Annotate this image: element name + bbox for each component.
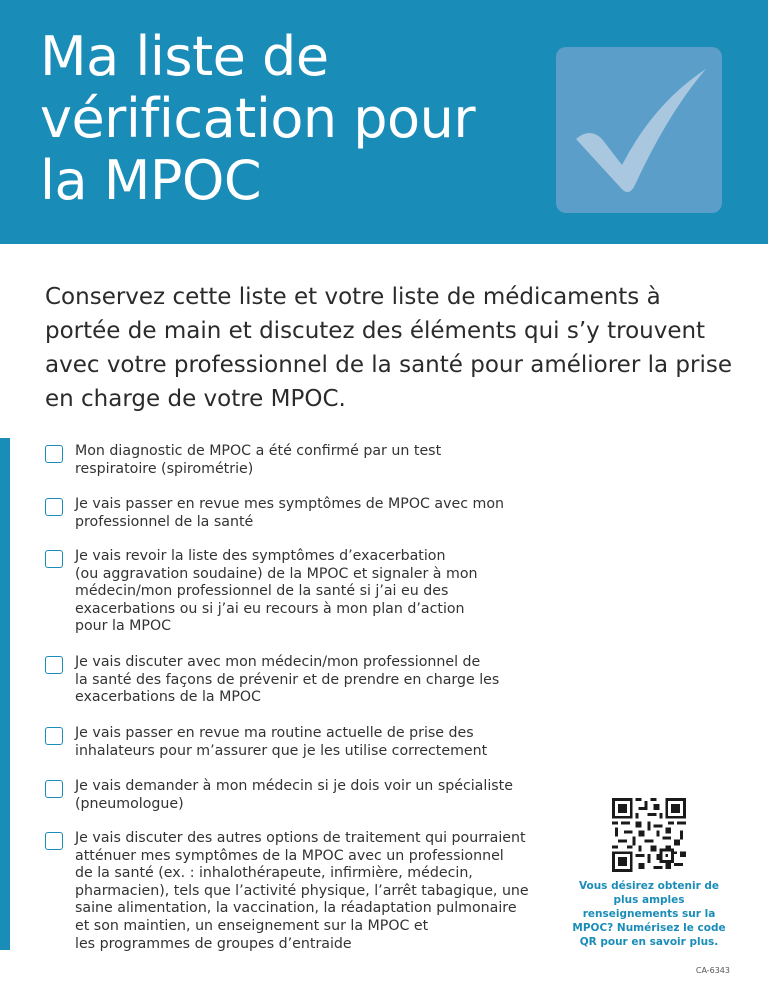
checklist-item-text: Je vais discuter avec mon médecin/mon professionnel de la santé des façons de prévenir et de prendre en charge les exacerbations de la MPOC [75, 654, 500, 706]
checkbox[interactable] [45, 550, 63, 568]
header-banner [0, 0, 768, 244]
checkbox[interactable] [45, 656, 63, 674]
checklist-item-text: Je vais demander à mon médecin si je dois voir un spécialiste (pneumologue) [75, 778, 513, 812]
checklist-item-text: Je vais discuter des autres options de traitement qui pourraient atténuer mes symptômes de la MPOC avec un professionnel de la santé (ex. : inhalothérapeute, infirmière, médecin, pharmacien), tels que l’activité physique, l’arrêt tabagique, une saine alimentation, la vaccination, la réadaptation pulmonaire et son maintien, un enseignement sur la MPOC et les programmes de groupes d’entraide [75, 830, 529, 952]
accent-bar [0, 438, 10, 950]
checkbox[interactable] [45, 780, 63, 798]
checkbox[interactable] [45, 727, 63, 745]
checklist-item-text: Mon diagnostic de MPOC a été confirmé par un test respiratoire (spirométrie) [75, 443, 442, 477]
checkmark-tile [556, 47, 722, 213]
checklist-item-text: Je vais revoir la liste des symptômes d’exacerbation (ou aggravation soudaine) de la MPOC et signaler à mon médecin/mon professionnel de la santé si j’ai eu des exacerbations ou si j’ai eu recours à mon plan d’action pour la MPOC [75, 548, 478, 635]
checkbox[interactable] [45, 498, 63, 516]
page-title: Ma liste de vérification pour la MPOC [40, 25, 476, 212]
checklist-item-text: Je vais passer en revue ma routine actuelle de prise des inhalateurs pour m’assurer que je les utilise correctement [75, 725, 488, 759]
qr-caption: Vous désirez obtenir de plus amples renseignements sur la MPOC? Numérisez le code QR pour en savoir plus. [572, 880, 726, 948]
qr-code-icon[interactable] [612, 798, 686, 872]
checkbox[interactable] [45, 445, 63, 463]
checkmark-icon [556, 47, 722, 213]
intro-paragraph: Conservez cette liste et votre liste de médicaments à portée de main et discutez des éléments qui s’y trouvent avec votre professionnel de la santé pour améliorer la prise en charge de votre MPOC. [45, 284, 732, 412]
document-code: CA-6343 [695, 966, 730, 975]
checklist-item-text: Je vais passer en revue mes symptômes de MPOC avec mon professionnel de la santé [75, 496, 505, 530]
checkbox[interactable] [45, 832, 63, 850]
